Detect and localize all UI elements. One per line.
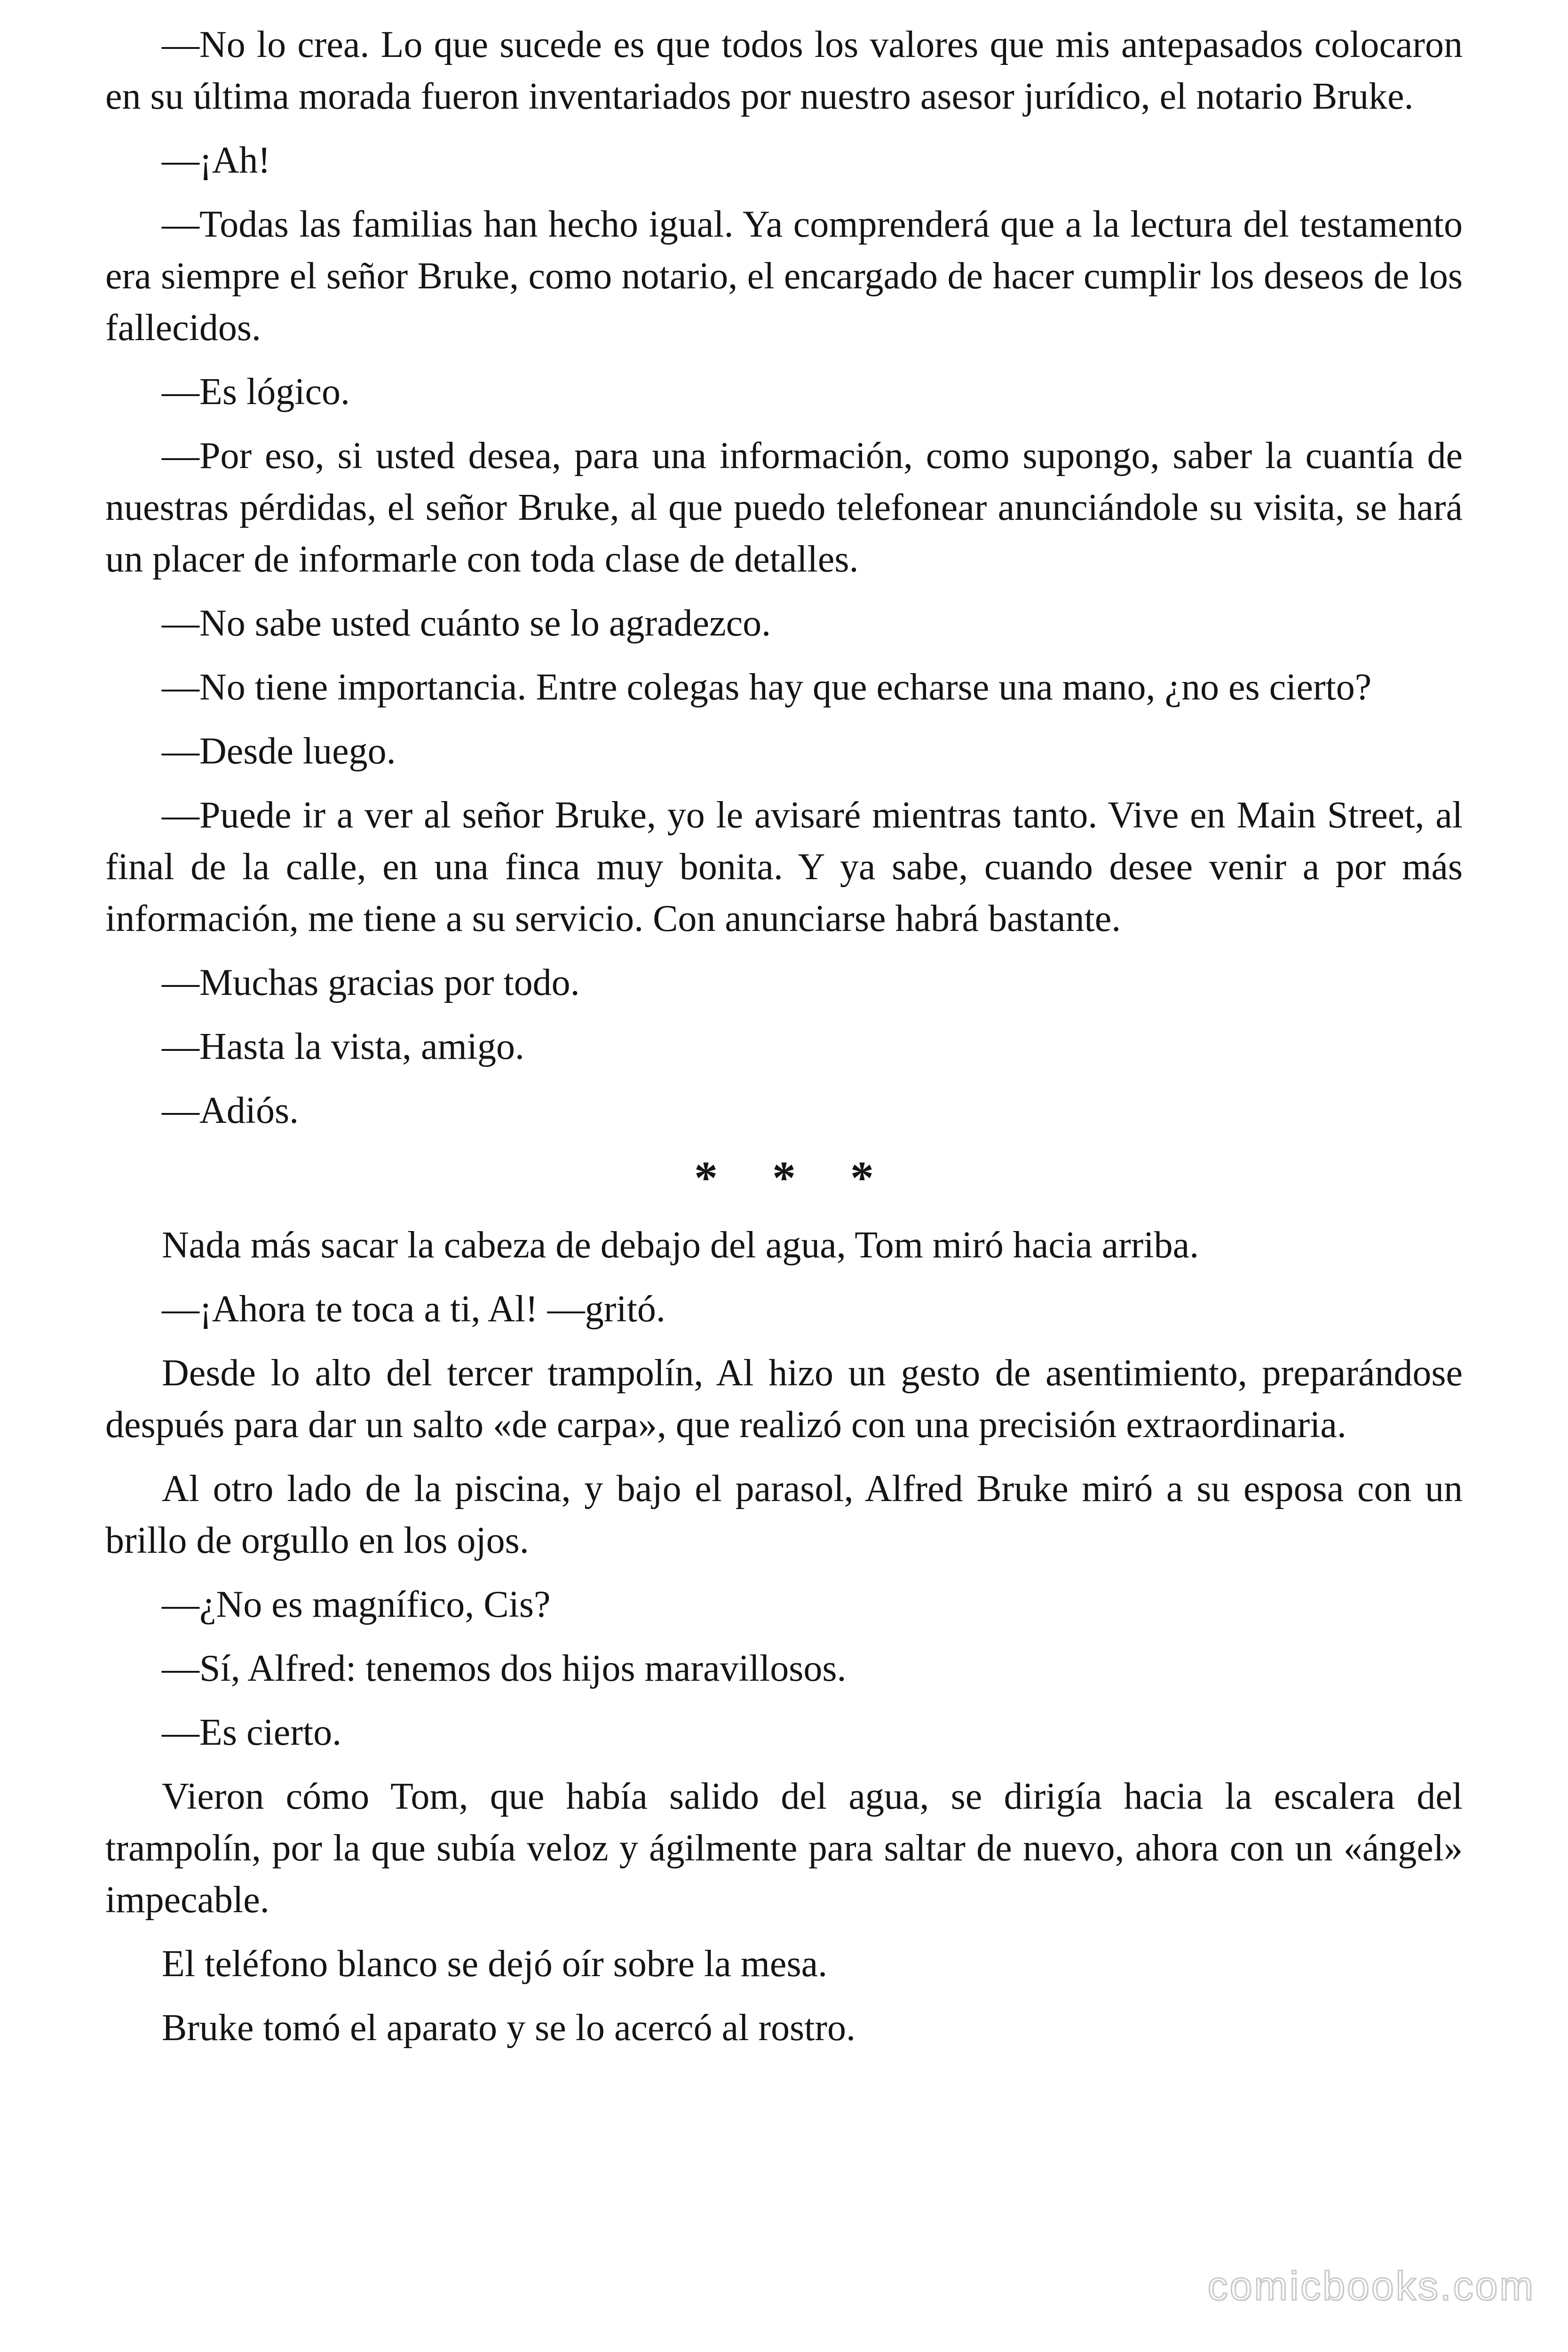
paragraph: —Es lógico. xyxy=(162,371,350,413)
book-page xyxy=(105,19,1463,2066)
paragraph: —Adiós. xyxy=(162,1090,299,1131)
separator-asterisk: * xyxy=(850,1152,874,1204)
watermark-text: comicbooks.com xyxy=(1207,2264,1535,2309)
paragraph: Al otro lado de la piscina, y bajo el parasol, Alfred Bruke miró a su esposa con un brillo de orgullo en los ojos. xyxy=(105,1468,1463,1561)
paragraph: —No tiene importancia. Entre colegas hay que echarse una mano, ¿no es cierto? xyxy=(162,667,1372,708)
paragraph: —¿No es magnífico, Cis? xyxy=(162,1584,551,1625)
paragraph: Vieron cómo Tom, que había salido del agua, se dirigía hacia la escalera del trampolín, por la que subía veloz y ágilmente para saltar de nuevo, ahora con un «ángel» impecable. xyxy=(105,1776,1463,1921)
paragraph: —No lo crea. Lo que sucede es que todos los valores que mis antepasados colocaron en su última morada fueron inventariados por nuestro asesor jurídico, el notario Bruke. xyxy=(105,24,1463,117)
paragraph: —Hasta la vista, amigo. xyxy=(162,1026,524,1067)
paragraph: —Es cierto. xyxy=(162,1712,342,1753)
paragraph: —Todas las familias han hecho igual. Ya comprenderá que a la lectura del testamento era siempre el señor Bruke, como notario, el encargado de hacer cumplir los deseos de los fallecidos. xyxy=(105,204,1463,349)
paragraph: —¡Ahora te toca a ti, Al! —gritó. xyxy=(162,1288,665,1330)
paragraph: —Puede ir a ver al señor Bruke, yo le avisaré mientras tanto. Vive en Main Street, al final de la calle, en una finca muy bonita. Y ya sabe, cuando desee venir a por más información, me tiene a su servicio. Con anunciarse habrá bastante. xyxy=(105,795,1463,939)
separator-asterisk: * xyxy=(694,1152,718,1204)
paragraph: —No sabe usted cuánto se lo agradezco. xyxy=(162,603,771,644)
paragraph: —Sí, Alfred: tenemos dos hijos maravillosos. xyxy=(162,1648,847,1689)
paragraph: Desde lo alto del tercer trampolín, Al hizo un gesto de asentimiento, preparándose después para dar un salto «de carpa», que realizó con una precisión extraordinaria. xyxy=(105,1352,1463,1446)
separator-asterisk: * xyxy=(772,1152,796,1204)
paragraph: Nada más sacar la cabeza de debajo del agua, Tom miró hacia arriba. xyxy=(162,1224,1199,1266)
paragraph: —Muchas gracias por todo. xyxy=(162,962,580,1003)
paragraph: —Por eso, si usted desea, para una información, como supongo, saber la cuantía de nuestras pérdidas, el señor Bruke, al que puedo telefonear anunciándole su visita, se hará un placer de informarle con toda clase de detalles. xyxy=(105,435,1463,580)
paragraph: —¡Ah! xyxy=(162,140,271,181)
paragraph: Bruke tomó el aparato y se lo acercó al rostro. xyxy=(162,2007,855,2049)
section-separator xyxy=(105,1150,1463,1204)
paragraph: El teléfono blanco se dejó oír sobre la mesa. xyxy=(162,1943,828,1985)
paragraph: —Desde luego. xyxy=(162,731,396,772)
